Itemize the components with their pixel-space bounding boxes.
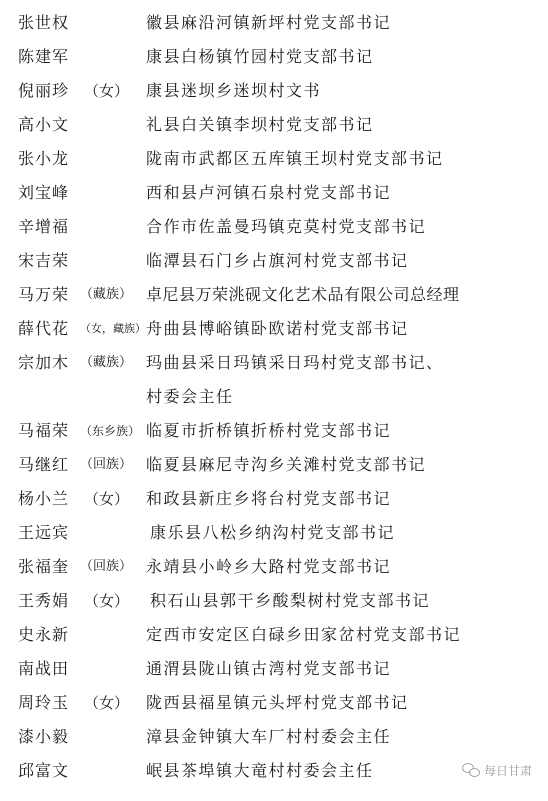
list-item (0, 652, 548, 686)
person-title: 徽县麻沿河镇新坪村党支部书记 (146, 13, 392, 32)
list-item (0, 6, 548, 40)
list-item (0, 74, 548, 108)
watermark-text: 每日甘肃 (483, 763, 532, 778)
wechat-icon (462, 763, 480, 777)
list-item (0, 414, 548, 448)
list-item (0, 448, 548, 482)
list-item (0, 176, 548, 210)
person-tag: （回族） (80, 457, 133, 472)
person-name: 辛增福 (18, 217, 70, 236)
person-name: 史永新 (18, 625, 70, 644)
person-title: 漳县金钟镇大车厂村村委会主任 (146, 727, 392, 746)
list-item (0, 142, 548, 176)
person-title: 和政县新庄乡将台村党支部书记 (146, 489, 392, 508)
person-title: 康县迷坝乡迷坝村文书 (146, 81, 322, 100)
list-item (0, 584, 548, 618)
person-name: 漆小毅 (18, 727, 70, 746)
person-title: 临夏县麻尼寺沟乡关滩村党支部书记 (146, 455, 427, 474)
list-item (0, 108, 548, 142)
person-name: 高小文 (18, 115, 70, 134)
person-tag: （女） (84, 592, 130, 610)
person-name: 王秀娟 (18, 591, 70, 610)
list-item (0, 210, 548, 244)
person-title: 合作市佐盖曼玛镇克莫村党支部书记 (146, 217, 427, 236)
person-name: 宋吉荣 (18, 251, 70, 270)
person-name: 杨小兰 (18, 489, 70, 508)
person-title: 西和县卢河镇石泉村党支部书记 (146, 183, 392, 202)
list-item (0, 720, 548, 754)
person-title-continued: 村委会主任 (146, 387, 234, 406)
list-item (0, 244, 548, 278)
list-item (0, 278, 548, 312)
person-name: 陈建军 (18, 47, 70, 66)
list-item (0, 686, 548, 720)
person-tag: （女，藏族） (80, 322, 146, 335)
person-name: 邱富文 (18, 761, 70, 780)
person-name: 张世权 (18, 13, 70, 32)
list-item (0, 482, 548, 516)
person-name: 马福荣 (18, 421, 70, 440)
person-title: 玛曲县采日玛镇采日玛村党支部书记、 (146, 353, 444, 372)
person-tag: （东乡族） (80, 424, 141, 438)
person-name: 张小龙 (18, 149, 70, 168)
person-title: 康乐县八松乡纳沟村党支部书记 (150, 523, 396, 542)
person-name: 马继红 (18, 455, 70, 474)
person-title: 卓尼县万荣洮砚文化艺术品有限公司总经理 (146, 285, 460, 304)
person-name: 刘宝峰 (18, 183, 70, 202)
person-title: 礼县白关镇李坝村党支部书记 (146, 115, 374, 134)
person-title: 临夏市折桥镇折桥村党支部书记 (146, 421, 392, 440)
person-name: 南战田 (18, 659, 70, 678)
person-tag: （女） (84, 490, 130, 508)
list-item (0, 312, 548, 346)
person-title: 舟曲县博峪镇卧欧诺村党支部书记 (146, 319, 409, 338)
person-name: 马万荣 (18, 285, 70, 304)
list-item-continuation (0, 380, 548, 414)
person-tag: （女） (84, 694, 130, 712)
list-item (0, 516, 548, 550)
person-name: 张福奎 (18, 557, 70, 576)
list-item (0, 618, 548, 652)
person-title: 定西市安定区白碌乡田家岔村党支部书记 (146, 625, 462, 644)
person-title: 永靖县小岭乡大路村党支部书记 (146, 557, 392, 576)
person-tag: （女） (84, 82, 130, 100)
list-item (0, 550, 548, 584)
person-name: 王远宾 (18, 523, 70, 542)
source-watermark (458, 759, 536, 781)
person-title: 积石山县郭干乡酸梨树村党支部书记 (150, 591, 431, 610)
person-name: 宗加木 (18, 353, 70, 372)
person-title: 康县白杨镇竹园村党支部书记 (146, 47, 374, 66)
person-name: 倪丽珍 (18, 81, 70, 100)
person-tag: （藏族） (80, 287, 133, 302)
person-name: 薛代花 (18, 319, 70, 338)
person-title: 陇西县福星镇元头坪村党支部书记 (146, 693, 409, 712)
person-title: 临潭县石门乡占旗河村党支部书记 (146, 251, 409, 270)
person-title: 陇南市武都区五库镇王坝村党支部书记 (146, 149, 444, 168)
person-tag: （藏族） (80, 355, 133, 370)
person-title: 通渭县陇山镇古湾村党支部书记 (146, 659, 392, 678)
person-tag: （回族） (80, 559, 133, 574)
list-item (0, 346, 548, 380)
person-title: 岷县茶埠镇大竜村村委会主任 (146, 761, 374, 780)
person-name: 周玲玉 (18, 693, 70, 712)
list-item (0, 40, 548, 74)
